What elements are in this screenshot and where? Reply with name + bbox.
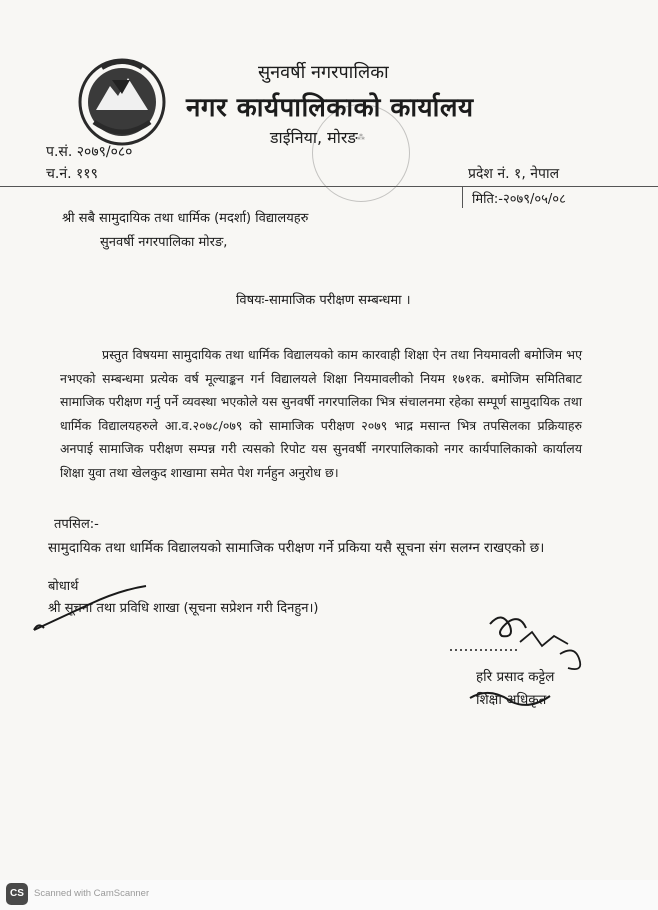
office-location: डाईनिया, मोरङ [270, 128, 358, 147]
dispatch-number: च.नं. ११९ [46, 166, 98, 182]
cc-label: बोधार्थ [48, 579, 79, 594]
scanner-footer [0, 880, 658, 910]
recipient-line-1: श्री सबै सामुदायिक तथा धार्मिक (मदर्शा) विद्यालयहरु [62, 211, 309, 226]
office-stamp: ⁂ [312, 104, 410, 202]
camscanner-logo-icon: CS [6, 883, 28, 905]
cc-text: श्री सूचना तथा प्रविधि शाखा (सूचना सप्रेशन गरी दिनहुन।) [48, 601, 319, 616]
reference-number: प.सं. २०७९/०८० [46, 144, 133, 160]
annex-label: तपसिल:- [54, 517, 99, 532]
pen-underline-mark [30, 578, 150, 638]
letter-subject: विषयः-सामाजिक परीक्षण सम्बन्धमा । [236, 293, 411, 308]
letter-body: प्रस्तुत विषयमा सामुदायिक तथा धार्मिक विद्यालयको काम कारवाही शिक्षा ऐन तथा नियमावली बमोजिम भए नभएको सम्बन्धमा प्रत्येक वर्ष मूल्याङ्कन गर्न विद्यालयले शिक्षा नियमावलीको नियम १७१क. बमोजिम समितिबाट सामाजिक परीक्षण गर्नु पर्ने व्यवस्था भएकोले यस सुनवर्षी नगरपालिका भित्र संचालनमा रहेका सम्पूर्ण सामुदायिक तथा धार्मिक विद्यालयहरुले आ.व.२०७८/०७९ को सामाजिक परीक्षण २०७९ भाद्र मसान्त भित्र तपसिलका प्रक्रियाहरु अनपाई सामाजिक परीक्षण सम्पन्न गरी त्यसको रिपोट यस सुनवर्षी नगरपालिकाको नगर कार्यपालिकाको कार्यालय शिक्षा युवा तथा खेलकुद शाखामा समेत पेश गर्नहुन अनुरोध छ। [60, 347, 582, 480]
signatory-name: हरि प्रसाद कट्टेल [476, 669, 555, 685]
nepal-emblem-icon [72, 50, 172, 150]
recipient-line-2: सुनवर्षी नगरपालिका मोरङ, [100, 235, 228, 250]
province-label: प्रदेश नं. १, नेपाल [468, 166, 560, 182]
letter-date: मिति:-२०७९/०५/०८ [472, 192, 566, 207]
municipality-name: सुनवर्षी नगरपालिका [258, 62, 389, 83]
scanner-watermark-text: Scanned with CamScanner [34, 888, 150, 899]
office-name: नगर कार्यपालिकाको कार्यालय [186, 93, 474, 123]
signatory-designation: शिक्षा अधिकृत [476, 692, 547, 708]
annex-text: सामुदायिक तथा धार्मिक विद्यालयको सामाजिक परीक्षण गर्ने प्रकिया यसै सूचना संग सलग्न राखएको छ। [48, 540, 545, 556]
